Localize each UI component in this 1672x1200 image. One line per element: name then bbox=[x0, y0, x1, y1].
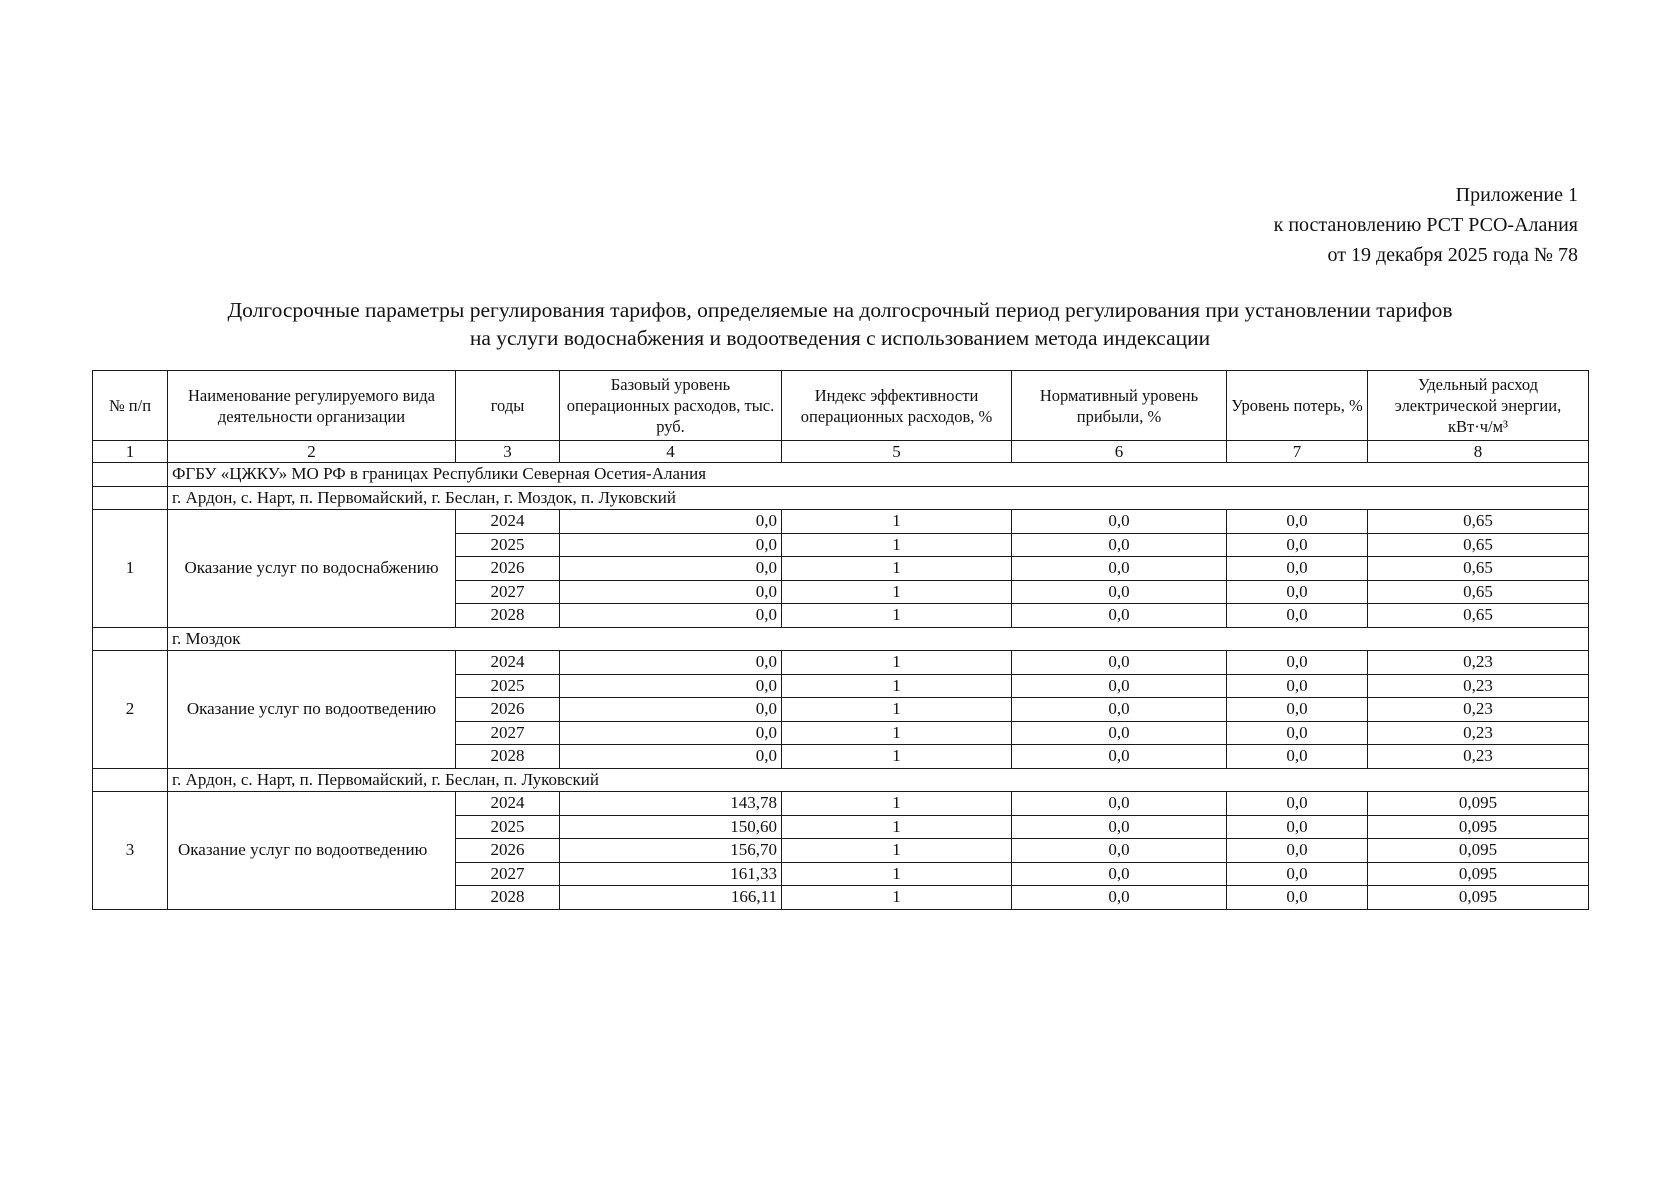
year-cell: 2028 bbox=[456, 886, 560, 910]
energy-cell: 0,65 bbox=[1368, 604, 1589, 628]
appendix-block bbox=[1274, 180, 1578, 270]
header-activity: Наименование регулируемого вида деятельности организации bbox=[168, 371, 456, 441]
header-row bbox=[93, 371, 1589, 441]
column-number-row bbox=[93, 441, 1589, 463]
base-opex-cell: 0,0 bbox=[560, 721, 782, 745]
year-cell: 2026 bbox=[456, 698, 560, 722]
location-name: г. Ардон, с. Нарт, п. Первомайский, г. Беслан, п. Луковский bbox=[168, 768, 1589, 792]
year-cell: 2024 bbox=[456, 651, 560, 675]
energy-cell: 0,095 bbox=[1368, 815, 1589, 839]
energy-cell: 0,095 bbox=[1368, 886, 1589, 910]
column-number: 1 bbox=[93, 441, 168, 463]
location-row bbox=[93, 486, 1589, 510]
year-cell: 2025 bbox=[456, 533, 560, 557]
header-energy: Удельный расход электрической энергии, кВт·ч/м³ bbox=[1368, 371, 1589, 441]
profit-level-cell: 0,0 bbox=[1012, 674, 1227, 698]
energy-cell: 0,65 bbox=[1368, 557, 1589, 581]
year-cell: 2025 bbox=[456, 815, 560, 839]
base-opex-cell: 0,0 bbox=[560, 745, 782, 769]
losses-cell: 0,0 bbox=[1227, 533, 1368, 557]
energy-cell: 0,65 bbox=[1368, 510, 1589, 534]
location-name: г. Моздок bbox=[168, 627, 1589, 651]
row-number: 1 bbox=[93, 510, 168, 628]
column-number: 6 bbox=[1012, 441, 1227, 463]
profit-level-cell: 0,0 bbox=[1012, 886, 1227, 910]
losses-cell: 0,0 bbox=[1227, 792, 1368, 816]
efficiency-index-cell: 1 bbox=[782, 839, 1012, 863]
losses-cell: 0,0 bbox=[1227, 651, 1368, 675]
year-cell: 2027 bbox=[456, 721, 560, 745]
appendix-date: от 19 декабря 2025 года № 78 bbox=[1327, 244, 1578, 266]
title-line-2: на услуги водоснабжения и водоотведения с использованием метода индексации bbox=[469, 326, 1211, 350]
column-number: 8 bbox=[1368, 441, 1589, 463]
profit-level-cell: 0,0 bbox=[1012, 510, 1227, 534]
energy-cell: 0,095 bbox=[1368, 792, 1589, 816]
efficiency-index-cell: 1 bbox=[782, 557, 1012, 581]
energy-cell: 0,65 bbox=[1368, 533, 1589, 557]
losses-cell: 0,0 bbox=[1227, 721, 1368, 745]
base-opex-cell: 161,33 bbox=[560, 862, 782, 886]
losses-cell: 0,0 bbox=[1227, 839, 1368, 863]
year-cell: 2024 bbox=[456, 510, 560, 534]
profit-level-cell: 0,0 bbox=[1012, 792, 1227, 816]
base-opex-cell: 166,11 bbox=[560, 886, 782, 910]
efficiency-index-cell: 1 bbox=[782, 862, 1012, 886]
column-number: 7 bbox=[1227, 441, 1368, 463]
parameters-table bbox=[92, 370, 1589, 910]
year-cell: 2028 bbox=[456, 604, 560, 628]
year-cell: 2028 bbox=[456, 745, 560, 769]
base-opex-cell: 0,0 bbox=[560, 674, 782, 698]
header-years: годы bbox=[456, 371, 560, 441]
column-number: 3 bbox=[456, 441, 560, 463]
appendix-title: Приложение 1 bbox=[1455, 184, 1578, 206]
losses-cell: 0,0 bbox=[1227, 510, 1368, 534]
service-name: Оказание услуг по водоотведению bbox=[168, 792, 456, 910]
profit-level-cell: 0,0 bbox=[1012, 815, 1227, 839]
losses-cell: 0,0 bbox=[1227, 862, 1368, 886]
year-cell: 2027 bbox=[456, 580, 560, 604]
energy-cell: 0,095 bbox=[1368, 839, 1589, 863]
table-row bbox=[93, 792, 1589, 816]
losses-cell: 0,0 bbox=[1227, 674, 1368, 698]
energy-cell: 0,095 bbox=[1368, 862, 1589, 886]
efficiency-index-cell: 1 bbox=[782, 604, 1012, 628]
profit-level-cell: 0,0 bbox=[1012, 698, 1227, 722]
header-profit-level: Нормативный уровень прибыли, % bbox=[1012, 371, 1227, 441]
profit-level-cell: 0,0 bbox=[1012, 745, 1227, 769]
efficiency-index-cell: 1 bbox=[782, 792, 1012, 816]
table-row bbox=[93, 651, 1589, 675]
efficiency-index-cell: 1 bbox=[782, 698, 1012, 722]
column-number: 2 bbox=[168, 441, 456, 463]
year-cell: 2027 bbox=[456, 862, 560, 886]
table-row bbox=[93, 510, 1589, 534]
year-cell: 2025 bbox=[456, 674, 560, 698]
energy-cell: 0,23 bbox=[1368, 745, 1589, 769]
losses-cell: 0,0 bbox=[1227, 557, 1368, 581]
base-opex-cell: 0,0 bbox=[560, 510, 782, 534]
energy-cell: 0,23 bbox=[1368, 721, 1589, 745]
efficiency-index-cell: 1 bbox=[782, 886, 1012, 910]
profit-level-cell: 0,0 bbox=[1012, 862, 1227, 886]
energy-cell: 0,23 bbox=[1368, 674, 1589, 698]
profit-level-cell: 0,0 bbox=[1012, 721, 1227, 745]
row-number: 2 bbox=[93, 651, 168, 769]
header-number: № п/п bbox=[93, 371, 168, 441]
losses-cell: 0,0 bbox=[1227, 815, 1368, 839]
efficiency-index-cell: 1 bbox=[782, 674, 1012, 698]
losses-cell: 0,0 bbox=[1227, 580, 1368, 604]
profit-level-cell: 0,0 bbox=[1012, 651, 1227, 675]
document-title bbox=[60, 296, 1620, 352]
year-cell: 2026 bbox=[456, 557, 560, 581]
efficiency-index-cell: 1 bbox=[782, 580, 1012, 604]
profit-level-cell: 0,0 bbox=[1012, 533, 1227, 557]
base-opex-cell: 0,0 bbox=[560, 651, 782, 675]
losses-cell: 0,0 bbox=[1227, 745, 1368, 769]
losses-cell: 0,0 bbox=[1227, 698, 1368, 722]
profit-level-cell: 0,0 bbox=[1012, 580, 1227, 604]
header-efficiency-index: Индекс эффективности операционных расходов, % bbox=[782, 371, 1012, 441]
appendix-resolution: к постановлению РСТ РСО-Алания bbox=[1273, 214, 1578, 236]
efficiency-index-cell: 1 bbox=[782, 510, 1012, 534]
organization-row bbox=[93, 463, 1589, 487]
base-opex-cell: 0,0 bbox=[560, 698, 782, 722]
losses-cell: 0,0 bbox=[1227, 604, 1368, 628]
profit-level-cell: 0,0 bbox=[1012, 839, 1227, 863]
column-number: 4 bbox=[560, 441, 782, 463]
energy-cell: 0,65 bbox=[1368, 580, 1589, 604]
energy-cell: 0,23 bbox=[1368, 651, 1589, 675]
title-line-1: Долгосрочные параметры регулирования тарифов, определяемые на долгосрочный период регулирования при установлении тарифов bbox=[227, 298, 1453, 322]
efficiency-index-cell: 1 bbox=[782, 721, 1012, 745]
efficiency-index-cell: 1 bbox=[782, 745, 1012, 769]
losses-cell: 0,0 bbox=[1227, 886, 1368, 910]
row-number: 3 bbox=[93, 792, 168, 910]
column-number: 5 bbox=[782, 441, 1012, 463]
efficiency-index-cell: 1 bbox=[782, 651, 1012, 675]
base-opex-cell: 0,0 bbox=[560, 604, 782, 628]
profit-level-cell: 0,0 bbox=[1012, 604, 1227, 628]
base-opex-cell: 0,0 bbox=[560, 557, 782, 581]
location-row bbox=[93, 627, 1589, 651]
base-opex-cell: 0,0 bbox=[560, 533, 782, 557]
year-cell: 2026 bbox=[456, 839, 560, 863]
header-base-opex: Базовый уровень операционных расходов, тыс. руб. bbox=[560, 371, 782, 441]
location-row bbox=[93, 768, 1589, 792]
service-name: Оказание услуг по водоотведению bbox=[168, 651, 456, 769]
profit-level-cell: 0,0 bbox=[1012, 557, 1227, 581]
base-opex-cell: 156,70 bbox=[560, 839, 782, 863]
header-losses: Уровень потерь, % bbox=[1227, 371, 1368, 441]
efficiency-index-cell: 1 bbox=[782, 815, 1012, 839]
base-opex-cell: 150,60 bbox=[560, 815, 782, 839]
base-opex-cell: 0,0 bbox=[560, 580, 782, 604]
year-cell: 2024 bbox=[456, 792, 560, 816]
organization-name: ФГБУ «ЦЖКУ» МО РФ в границах Республики Северная Осетия-Алания bbox=[168, 463, 1589, 487]
location-name: г. Ардон, с. Нарт, п. Первомайский, г. Беслан, г. Моздок, п. Луковский bbox=[168, 486, 1589, 510]
service-name: Оказание услуг по водоснабжению bbox=[168, 510, 456, 628]
efficiency-index-cell: 1 bbox=[782, 533, 1012, 557]
energy-cell: 0,23 bbox=[1368, 698, 1589, 722]
base-opex-cell: 143,78 bbox=[560, 792, 782, 816]
